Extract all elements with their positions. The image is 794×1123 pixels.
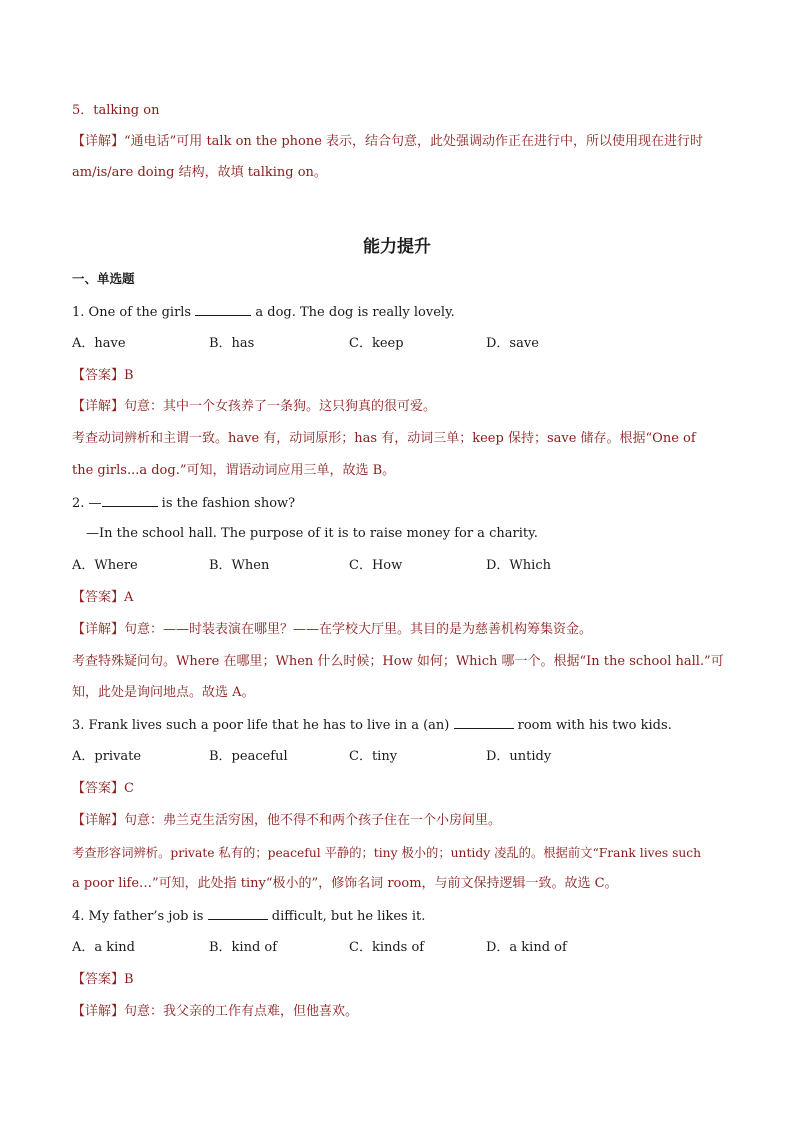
- question-3-detail-line3: a poor life…”可知，此处指 tiny“极小的”，修饰名词 room，与前文保持逻辑一致。故选 C。: [72, 876, 618, 891]
- answer-value: B: [124, 368, 134, 383]
- question-4-stem: [72, 907, 722, 926]
- answer-label: 【答案】: [72, 590, 125, 605]
- section-subhead: 一、单选题: [72, 271, 135, 286]
- option-d: D．save: [486, 336, 539, 351]
- question-1-detail-line2: 考查动词辨析和主谓一致。have 有，动词原形；has 有，动词三单；keep 保持；save 储存。根据“One of: [72, 431, 696, 446]
- option-c: C．kinds of: [349, 940, 425, 955]
- detail-label: 【详解】: [72, 813, 125, 828]
- stem-before: 2. —: [72, 496, 102, 511]
- detail-label: 【详解】: [72, 134, 125, 149]
- option-b: B．kind of: [209, 940, 278, 955]
- answer-blank: [102, 494, 158, 507]
- question-4-detail-line1: [72, 1003, 722, 1021]
- stem-before: 1. One of the girls: [72, 305, 196, 320]
- option-a: A．Where: [72, 558, 138, 573]
- question-1-answer: [72, 367, 722, 385]
- question-2-answer: [72, 589, 722, 607]
- question-3-stem: [72, 716, 722, 735]
- question-1-detail-line3: the girls...a dog.”可知，谓语动词应用三单，故选 B。: [72, 463, 396, 478]
- detail-label: 【详解】: [72, 622, 125, 637]
- question-3-answer: [72, 780, 722, 798]
- option-c: C．keep: [349, 336, 404, 351]
- option-b: B．has: [209, 336, 255, 351]
- detail-text: 句意：其中一个女孩养了一条狗。这只狗真的很可爱。: [124, 399, 437, 414]
- option-d: D．a kind of: [486, 940, 567, 955]
- detail-label: 【详解】: [72, 399, 125, 414]
- detail-text: “通电话”可用 talk on the phone 表示，结合句意，此处强调动作正在进行中，所以使用现在进行时: [124, 134, 704, 149]
- question-3-detail-line2: 考查形容词辨析。private 私有的；peaceful 平静的；tiny 极小的；untidy 凌乱的。根据前文“Frank lives such: [72, 846, 702, 860]
- answer-label: 【答案】: [72, 781, 125, 796]
- answer-value: C: [124, 781, 134, 796]
- detail-text: 句意：我父亲的工作有点难，但他喜欢。: [124, 1004, 359, 1019]
- option-d: D．Which: [486, 558, 551, 573]
- option-c: C．How: [349, 558, 403, 573]
- answer-label: 【答案】: [72, 368, 125, 383]
- q5-detail-line1: [72, 133, 722, 151]
- option-d: D．untidy: [486, 749, 552, 764]
- stem-before: 4. My father’s job is: [72, 909, 208, 924]
- option-b: B．When: [209, 558, 270, 573]
- answer-blank: [454, 716, 514, 729]
- stem-after: difficult, but he likes it.: [267, 909, 426, 924]
- question-2-stem-line2: —In the school hall. The purpose of it is to raise money for a charity.: [86, 526, 538, 541]
- question-3-detail-line1: [72, 812, 722, 830]
- answer-label: 【答案】: [72, 972, 125, 987]
- detail-text: 句意：弗兰克生活穷困，他不得不和两个孩子住在一个小房间里。: [124, 813, 502, 828]
- answer-value: B: [124, 972, 134, 987]
- option-b: B．peaceful: [209, 749, 288, 764]
- stem-after: room with his two kids.: [513, 718, 672, 733]
- question-4-answer: [72, 971, 722, 989]
- detail-label: 【详解】: [72, 1004, 125, 1019]
- question-1-stem: [72, 303, 722, 322]
- question-2-detail-line3: 知，此处是询问地点。故选 A。: [72, 685, 255, 700]
- answer-blank: [195, 303, 251, 316]
- stem-before: 3. Frank lives such a poor life that he has to live in a (an): [72, 718, 454, 733]
- option-a: A．private: [72, 749, 142, 764]
- stem-after: a dog. The dog is really lovely.: [251, 305, 455, 320]
- stem-after: is the fashion show?: [157, 496, 296, 511]
- detail-text: 句意：——时装表演在哪里？——在学校大厅里。其目的是为慈善机构筹集资金。: [124, 622, 593, 637]
- option-c: C．tiny: [349, 749, 398, 764]
- question-1-detail-line1: [72, 398, 722, 416]
- section-title: 能力提升: [363, 237, 431, 257]
- answer-blank: [208, 907, 268, 920]
- question-2-detail-line1: [72, 621, 722, 639]
- q5-detail-line2: am/is/are doing 结构，故填 talking on。: [72, 165, 327, 180]
- answer-value: A: [124, 590, 134, 605]
- option-a: A．have: [72, 336, 126, 351]
- question-2-detail-line2: 考查特殊疑问句。Where 在哪里；When 什么时候；How 如何；Which 哪一个。根据“In the school hall.”可: [72, 654, 724, 669]
- option-a: A．a kind: [72, 940, 136, 955]
- question-2-stem: [72, 494, 722, 513]
- q5-answer: 5．talking on: [72, 103, 160, 118]
